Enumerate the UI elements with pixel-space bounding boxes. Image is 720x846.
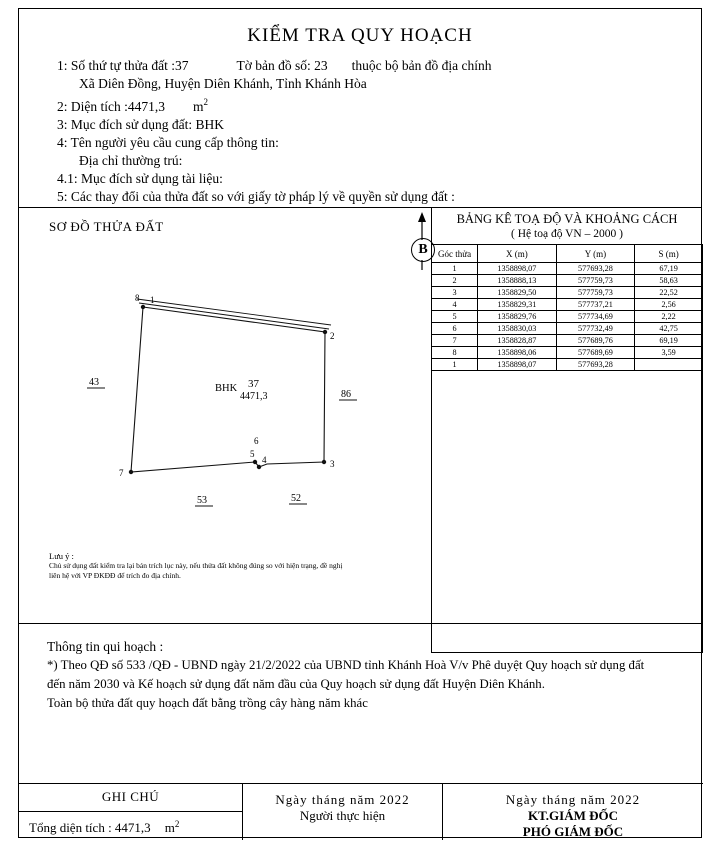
svg-text:43: 43 <box>89 377 99 388</box>
planning-line-2: đến năm 2030 và Kế hoạch sử dụng đất năm đầu của Quy hoạch sử dụng đất Huyện Diên Khánh. <box>47 677 545 691</box>
document-footer <box>19 783 703 839</box>
col-header-point: Góc thửa <box>432 245 478 263</box>
cell-point: 8 <box>432 347 478 359</box>
coordinate-table-panel <box>431 207 703 623</box>
footer-right-date: Ngày tháng năm 2022 <box>505 792 641 807</box>
cell-point: 7 <box>432 335 478 347</box>
footer-preparer-column <box>243 784 443 840</box>
cell-point: 2 <box>432 275 478 287</box>
coordinate-table-title: BẢNG KÊ TOẠ ĐỘ VÀ KHOẢNG CÁCH <box>456 212 678 226</box>
header-line-parcel-number <box>57 57 701 75</box>
table-row <box>432 299 703 311</box>
note-title: Lưu ý : <box>49 551 74 561</box>
footer-mid-date: Ngày tháng năm 2022 <box>275 792 410 807</box>
area-unit: m <box>193 98 204 114</box>
cell-y: 577689,76 <box>556 335 635 347</box>
table-row <box>432 275 703 287</box>
svg-text:5: 5 <box>250 449 255 459</box>
cell-x: 1358829,76 <box>478 311 557 323</box>
cell-s: 2,56 <box>635 299 703 311</box>
cell-s: 3,59 <box>635 347 703 359</box>
svg-text:4: 4 <box>262 455 267 465</box>
cell-y: 577737,21 <box>556 299 635 311</box>
cell-x: 1358898,07 <box>478 359 557 371</box>
diagram-note <box>49 551 389 581</box>
svg-text:6: 6 <box>254 436 259 446</box>
svg-text:37: 37 <box>248 378 259 390</box>
svg-text:1: 1 <box>150 295 155 305</box>
cell-point: 4 <box>432 299 478 311</box>
header-line-document-purpose: 4.1: Mục đích sử dụng tài liệu: <box>57 170 223 186</box>
total-area-label: Tổng diện tích : 4471,3 <box>29 820 151 836</box>
area-label: 2: Diện tích :4471,3 <box>57 98 165 114</box>
cell-point: 1 <box>432 263 478 275</box>
coordinate-table-empty-space <box>431 371 703 653</box>
cell-y: 577734,69 <box>556 311 635 323</box>
map-set-label: thuộc bộ bản đồ địa chính <box>351 58 492 73</box>
svg-text:52: 52 <box>291 493 301 504</box>
cell-point: 5 <box>432 311 478 323</box>
cell-s: 67,19 <box>635 263 703 275</box>
footer-mid-role: Người thực hiện <box>299 808 386 823</box>
svg-text:86: 86 <box>341 389 351 400</box>
svg-text:7: 7 <box>119 468 124 478</box>
area-unit-sup: 2 <box>203 97 209 107</box>
cell-s: 58,63 <box>635 275 703 287</box>
header-line-requester-name: 4: Tên người yêu cầu cung cấp thông tin: <box>57 134 279 150</box>
total-area-unit-sup: 2 <box>174 819 180 829</box>
planning-line-1: *) Theo QĐ số 533 /QĐ - UBND ngày 21/2/2022 của UBND tỉnh Khánh Hoà V/v Phê duyệt Quy hoạch sử dụng đất <box>47 658 645 672</box>
header-line-address: Xã Diên Đồng, Huyện Diên Khánh, Tỉnh Khánh Hòa <box>79 76 367 91</box>
cell-s: 22,52 <box>635 287 703 299</box>
table-row <box>432 347 703 359</box>
cell-y: 577759,73 <box>556 287 635 299</box>
header-line-changes: 5: Các thay đổi của thửa đất so với giấy tờ pháp lý về quyền sử dụng đất : <box>57 188 455 204</box>
footer-total-area <box>19 812 242 836</box>
cell-s: 69,19 <box>635 335 703 347</box>
document-page <box>18 8 702 838</box>
cell-y: 577693,28 <box>556 263 635 275</box>
footer-right-role-2: PHÓ GIÁM ĐỐC <box>522 824 624 839</box>
table-row <box>432 359 703 371</box>
table-header-row <box>432 245 703 263</box>
cell-x: 1358898,07 <box>478 263 557 275</box>
table-row <box>432 311 703 323</box>
cell-point: 3 <box>432 287 478 299</box>
cell-x: 1358898,06 <box>478 347 557 359</box>
svg-text:4471,3: 4471,3 <box>240 391 268 402</box>
cell-y: 577759,73 <box>556 275 635 287</box>
svg-text:8: 8 <box>135 293 140 303</box>
cell-s <box>635 359 703 371</box>
cell-x: 1358829,50 <box>478 287 557 299</box>
footer-note-header: GHI CHÚ <box>101 789 160 804</box>
cell-s: 2,22 <box>635 311 703 323</box>
table-row <box>432 287 703 299</box>
cell-x: 1358828,87 <box>478 335 557 347</box>
map-sheet-label: Tờ bản đồ số: 23 <box>236 58 328 73</box>
parcel-number-label: 1: Số thứ tự thửa đất :37 <box>57 58 189 73</box>
cell-y: 577693,28 <box>556 359 635 371</box>
page-title: KIỂM TRA QUY HOẠCH <box>247 25 473 46</box>
diagram-heading: SƠ ĐỒ THỬA ĐẤT <box>49 219 164 234</box>
cell-x: 1358830,03 <box>478 323 557 335</box>
cell-y: 577689,69 <box>556 347 635 359</box>
svg-text:53: 53 <box>197 495 207 506</box>
header-line-area <box>57 93 701 116</box>
header-line-residence: Địa chỉ thường trú: <box>79 152 183 168</box>
svg-text:BHK: BHK <box>215 383 238 394</box>
note-line-1: Chủ sử dụng đất kiểm tra lại bản trích lục này, nếu thửa đất không đúng so với hiện trạng, đề nghị <box>49 561 343 570</box>
table-row <box>432 263 703 275</box>
svg-text:3: 3 <box>330 459 335 469</box>
footer-right-role-1: KT.GIÁM ĐỐC <box>527 808 619 823</box>
cell-x: 1358829,31 <box>478 299 557 311</box>
col-header-s: S (m) <box>635 245 703 263</box>
coordinate-table-subtitle: ( Hệ toạ độ VN – 2000 ) <box>511 228 623 240</box>
col-header-y: Y (m) <box>556 245 635 263</box>
header-line-land-use-purpose: 3: Mục đích sử dụng đất: BHK <box>57 116 225 132</box>
coordinate-table <box>431 244 703 371</box>
planning-info-block <box>19 623 703 713</box>
col-header-x: X (m) <box>478 245 557 263</box>
note-line-2: liên hệ với VP ĐKĐĐ để trích đo địa chính. <box>49 571 181 580</box>
planning-line-3: Toàn bộ thửa đất quy hoạch đất bằng trồng cây hàng năm khác <box>47 696 368 710</box>
footer-note-column <box>19 784 243 840</box>
total-area-unit: m <box>164 820 175 836</box>
svg-text:2: 2 <box>330 331 335 341</box>
footer-director-column <box>443 784 703 840</box>
cell-y: 577732,49 <box>556 323 635 335</box>
table-row <box>432 323 703 335</box>
cell-point: 6 <box>432 323 478 335</box>
cell-point: 1 <box>432 359 478 371</box>
compass-letter: B <box>411 238 435 262</box>
cell-s: 42,75 <box>635 323 703 335</box>
header-info-block <box>19 57 701 206</box>
planning-title: Thông tin qui hoạch : <box>47 639 164 654</box>
table-row <box>432 335 703 347</box>
cell-x: 1358888,13 <box>478 275 557 287</box>
